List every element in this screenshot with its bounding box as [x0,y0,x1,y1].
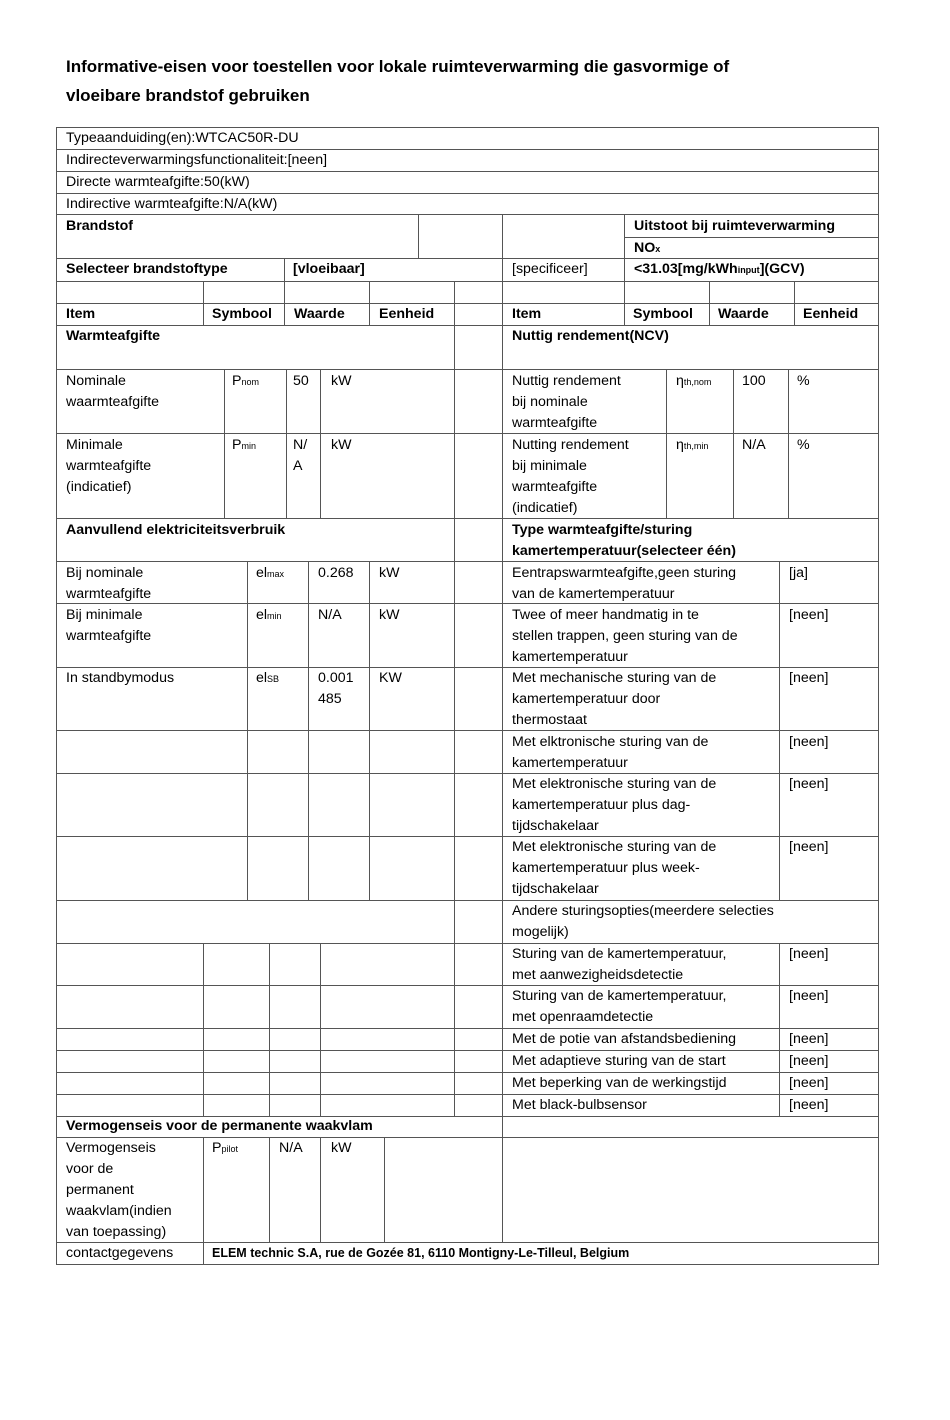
col-line [269,1137,270,1242]
electricity-minimal-label: Bij minimale warmteafgifte [66,607,152,644]
pilot-label: Vermogenseis voor de permanent waakvlam(indien van toepassing) [66,1140,172,1240]
electricity-minimal-value: N/A [318,607,342,623]
row-line [56,325,879,326]
col-line [308,561,309,900]
contact-value: ELEM technic S.A, rue de Gozée 81, 6110 Montigny-Le-Tilleul, Belgium [212,1246,630,1260]
electricity-minimal-unit: kW [379,607,400,623]
emission-title: Uitstoot bij ruimteverwarming [634,218,836,234]
col-line [320,1137,321,1242]
pilot-value: N/A [279,1140,303,1156]
row-line [56,1050,879,1051]
other-option-value: [neen] [789,1075,829,1091]
row-line [56,730,879,731]
row-line [56,561,879,562]
electricity-standby-unit: KW [379,670,402,686]
col-line [269,943,270,1116]
col-line [286,369,287,518]
control-option-value: [neen] [789,776,829,792]
row-line [56,985,879,986]
select-fuel-type-label: Selecteer brandstoftype [66,261,228,277]
table-border-left [56,127,57,1265]
col-line-middle [502,214,503,1243]
row-line [56,943,879,944]
control-option-label: Met elktronische sturing van de kamertemperatuur [512,734,709,771]
other-option-value: [neen] [789,1097,829,1113]
col-line [779,561,780,900]
col-line [666,369,667,518]
row-line [56,1137,879,1138]
nominal-heat-output-value: 50 [293,373,309,389]
col-header-symbol-right: Symbool [633,306,693,322]
col-header-symbol-left: Symbool [212,306,272,322]
other-option-value: [neen] [789,1053,829,1069]
nominal-heat-output-label: Nominale waarmteafgifte [66,373,160,410]
other-option-label: Sturing van de kamertemperatuur, met aanwezigheidsdetectie [512,946,727,983]
fuel-label: Brandstof [66,218,133,234]
minimal-heat-output-unit: kW [331,437,352,453]
col-header-value-right: Waarde [718,306,769,322]
col-header-unit-right: Eenheid [803,306,859,322]
col-line [454,281,455,518]
indirect-heat-output: Indirective warmteafgifte:N/A(kW) [66,196,278,212]
col-line [203,943,204,1116]
electricity-nominal-unit: kW [379,565,400,581]
col-line [454,900,455,943]
other-option-label: Met adaptieve sturing van de start [512,1053,726,1069]
col-line [788,369,789,518]
row-line [56,773,879,774]
electricity-standby-symbol: elSB [256,670,280,686]
control-option-label: Met elektronische sturing van de kamertemperatuur plus dag- tijdschakelaar [512,776,717,834]
title-line-2: vloeibare brandstof gebruiken [66,86,310,105]
col-line [418,214,419,259]
nominal-efficiency-symbol: ηth,nom [676,373,712,389]
pilot-symbol: Ppilot [212,1140,238,1156]
pilot-title: Vermogenseis voor de permanente waakvlam [66,1118,373,1134]
nox-label: NOx [634,240,661,256]
minimal-efficiency-value: N/A [742,437,766,453]
emission-value: <31.03[mg/kWhinput](GCV) [634,261,805,277]
row-line [56,1028,879,1029]
electricity-title: Aanvullend elektriciteitsverbruik [66,522,286,538]
control-option-label: Met mechanische sturing van de kamertemperatuur door thermostaat [512,670,717,728]
col-line [369,281,370,325]
row-line [56,1094,879,1095]
minimal-efficiency-label: Nutting rendement bij minimale warmteafgifte (indicatief) [512,437,629,516]
col-line [454,561,455,900]
minimal-efficiency-symbol: ηth,min [676,437,709,453]
col-header-unit-left: Eenheid [379,306,435,322]
heat-output-title: Warmteafgifte [66,328,161,344]
table-border-right [878,127,879,1265]
control-option-value: [neen] [789,734,829,750]
row-line [56,1072,879,1073]
col-header-item-right: Item [512,306,542,322]
efficiency-title: Nuttig rendement(NCV) [512,328,669,344]
nominal-efficiency-label: Nuttig rendement bij nominale warmteafgifte [512,373,621,431]
col-line [203,1137,204,1242]
control-option-value: [ja] [789,565,808,581]
minimal-heat-output-symbol: Pmin [232,437,256,453]
type-designation: Typeaanduiding(en):WTCAC50R-DU [66,130,299,146]
pilot-unit: kW [331,1140,352,1156]
electricity-nominal-label: Bij nominale warmteafgifte [66,565,152,602]
other-control-options-title: Andere sturingsopties(meerdere selecties mogelijk) [512,903,774,940]
col-line [733,369,734,518]
row-line [624,237,879,238]
select-fuel-type-value: [vloeibaar] [293,261,365,277]
other-option-value: [neen] [789,988,829,1004]
nominal-heat-output-symbol: Pnom [232,373,259,389]
col-line [224,369,225,518]
col-line [203,1242,204,1264]
col-line [454,518,455,561]
col-line [624,214,625,281]
other-option-value: [neen] [789,1031,829,1047]
col-line [284,281,285,325]
col-line [284,258,285,281]
control-title: Type warmteafgifte/sturing kamertemperatuur(selecteer één) [512,522,736,559]
col-line [203,281,204,325]
indirect-heating-functionality: Indirecteverwarmingsfunctionaliteit:[neen] [66,152,328,168]
col-line [320,369,321,518]
control-option-value: [neen] [789,607,829,623]
other-option-label: Met black-bulbsensor [512,1097,647,1113]
minimal-heat-output-value: N/ A [293,437,308,474]
col-line [320,943,321,1116]
other-option-label: Sturing van de kamertemperatuur, met openraamdetectie [512,988,727,1025]
other-option-value: [neen] [789,946,829,962]
row-line [56,603,879,604]
control-option-value: [neen] [789,839,829,855]
electricity-standby-value: 0.001 485 [318,670,354,707]
electricity-nominal-value: 0.268 [318,565,354,581]
table-border-bottom [56,1264,879,1265]
col-line [247,561,248,900]
other-option-label: Met beperking van de werkingstijd [512,1075,727,1091]
control-option-value: [neen] [789,670,829,686]
title-line-1: Informative-eisen voor toestellen voor lokale ruimteverwarming die gasvormige of [66,57,730,76]
col-header-value-left: Waarde [294,306,345,322]
row-line [56,518,879,519]
row-line [56,433,879,434]
control-option-label: Twee of meer handmatig in te stellen trappen, geen sturing van de kamertemperatuur [512,607,738,665]
col-line [369,561,370,900]
minimal-efficiency-unit: % [797,437,810,453]
electricity-standby-label: In standbymodus [66,670,175,686]
electricity-nominal-symbol: elmax [256,565,285,581]
row-line [56,281,879,282]
col-line [794,281,795,325]
row-line [56,667,879,668]
contact-label: contactgegevens [66,1245,174,1261]
control-option-label: Met elektronische sturing van de kamertemperatuur plus week- tijdschakelaar [512,839,717,897]
minimal-heat-output-label: Minimale warmteafgifte (indicatief) [66,437,152,495]
col-header-item-left: Item [66,306,96,322]
row-line [56,369,879,370]
nominal-efficiency-unit: % [797,373,810,389]
control-option-label: Eentrapswarmteafgifte,geen sturing van de kamertemperatuur [512,565,736,602]
nominal-efficiency-value: 100 [742,373,766,389]
direct-heat-output: Directe warmteafgifte:50(kW) [66,174,250,190]
nominal-heat-output-unit: kW [331,373,352,389]
specify-label: [specificeer] [512,261,588,277]
other-option-label: Met de potie van afstandsbediening [512,1031,737,1047]
electricity-minimal-symbol: elmin [256,607,282,623]
row-line [56,836,879,837]
col-line [709,281,710,325]
col-line [624,281,625,325]
col-line [779,943,780,1116]
col-line [384,1137,385,1242]
col-line [454,943,455,1116]
